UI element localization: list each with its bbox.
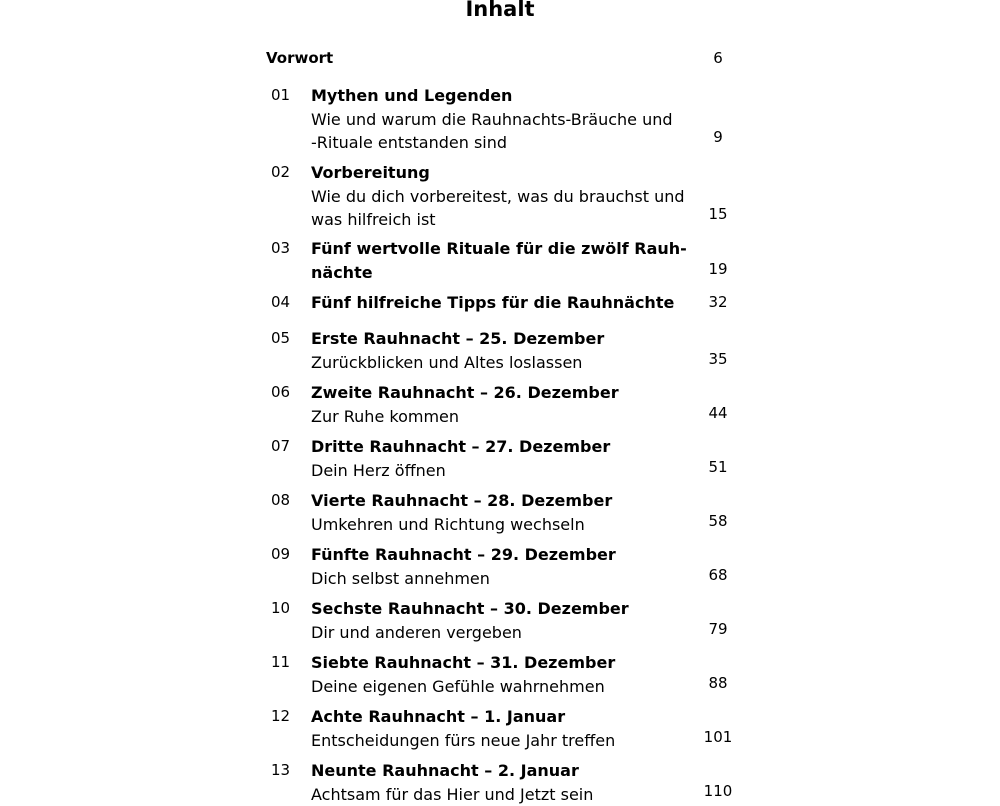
toc-entry-number: 01	[271, 84, 290, 106]
toc-entry-heading: Fünf wertvolle Rituale für die zwölf Rauh-	[311, 237, 691, 261]
toc-entry-page: 110	[690, 780, 746, 802]
toc-entry-subtitle: Zurückblicken und Altes loslassen	[311, 351, 691, 375]
toc-entry-heading: Achte Rauhnacht – 1. Januar	[311, 705, 691, 729]
toc-entry-page: 88	[690, 672, 746, 694]
toc-entry-subtitle: was hilfreich ist	[311, 208, 691, 232]
toc-entry-subtitle: -Rituale entstanden sind	[311, 131, 691, 155]
toc-entry-subtitle: Wie und warum die Rauhnachts-Bräuche und	[311, 108, 691, 132]
toc-entry-heading: Sechste Rauhnacht – 30. Dezember	[311, 597, 691, 621]
toc-entry-page: 51	[690, 456, 746, 478]
toc-entry-number: 12	[271, 705, 290, 727]
toc-vorwort-label: Vorwort	[266, 47, 333, 69]
toc-entry-page: 32	[690, 291, 746, 313]
toc-entry-page: 44	[690, 402, 746, 424]
toc-entry-page: 15	[690, 203, 746, 225]
toc-entry-subtitle: Wie du dich vorbereitest, was du brauchst und	[311, 185, 691, 209]
toc-entry-number: 04	[271, 291, 290, 313]
toc-entry-subtitle: Deine eigenen Gefühle wahrnehmen	[311, 675, 691, 699]
toc-entry-page: 101	[690, 726, 746, 748]
toc-entry-page: 68	[690, 564, 746, 586]
toc-entry-heading: nächte	[311, 261, 691, 285]
toc-entry-number: 02	[271, 161, 290, 183]
toc-entry-number: 09	[271, 543, 290, 565]
toc-entry-number: 13	[271, 759, 290, 781]
toc-entry-subtitle: Dich selbst annehmen	[311, 567, 691, 591]
toc-entry-heading: Erste Rauhnacht – 25. Dezember	[311, 327, 691, 351]
toc-entry-subtitle: Dein Herz öffnen	[311, 459, 691, 483]
toc-entry-page: 9	[690, 126, 746, 148]
toc-entry-number: 07	[271, 435, 290, 457]
toc-entry-heading: Fünfte Rauhnacht – 29. Dezember	[311, 543, 691, 567]
toc-entry-heading: Siebte Rauhnacht – 31. Dezember	[311, 651, 691, 675]
toc-entry-number: 05	[271, 327, 290, 349]
toc-entry-number: 06	[271, 381, 290, 403]
toc-entry-subtitle: Entscheidungen fürs neue Jahr treffen	[311, 729, 691, 753]
toc-entry-page: 58	[690, 510, 746, 532]
toc-entry-page: 35	[690, 348, 746, 370]
toc-entry-page: 19	[690, 258, 746, 280]
toc-entry-heading: Vierte Rauhnacht – 28. Dezember	[311, 489, 691, 513]
toc-entry-subtitle: Zur Ruhe kommen	[311, 405, 691, 429]
toc-entry-number: 10	[271, 597, 290, 619]
toc-entry-page: 79	[690, 618, 746, 640]
toc-entry-heading: Zweite Rauhnacht – 26. Dezember	[311, 381, 691, 405]
toc-entry-heading: Vorbereitung	[311, 161, 691, 185]
page-title: Inhalt	[0, 0, 1000, 24]
toc-entry-heading: Neunte Rauhnacht – 2. Januar	[311, 759, 691, 783]
toc-entry-subtitle: Achtsam für das Hier und Jetzt sein	[311, 783, 691, 806]
toc-entry-number: 03	[271, 237, 290, 259]
toc-vorwort-page: 6	[690, 47, 746, 69]
toc-entry-subtitle: Dir und anderen vergeben	[311, 621, 691, 645]
toc-entry-heading: Fünf hilfreiche Tipps für die Rauhnächte	[311, 291, 691, 315]
toc-entry-number: 08	[271, 489, 290, 511]
toc-entry-heading: Dritte Rauhnacht – 27. Dezember	[311, 435, 691, 459]
toc-entry-subtitle: Umkehren und Richtung wechseln	[311, 513, 691, 537]
toc-entry-number: 11	[271, 651, 290, 673]
toc-entry-heading: Mythen und Legenden	[311, 84, 691, 108]
